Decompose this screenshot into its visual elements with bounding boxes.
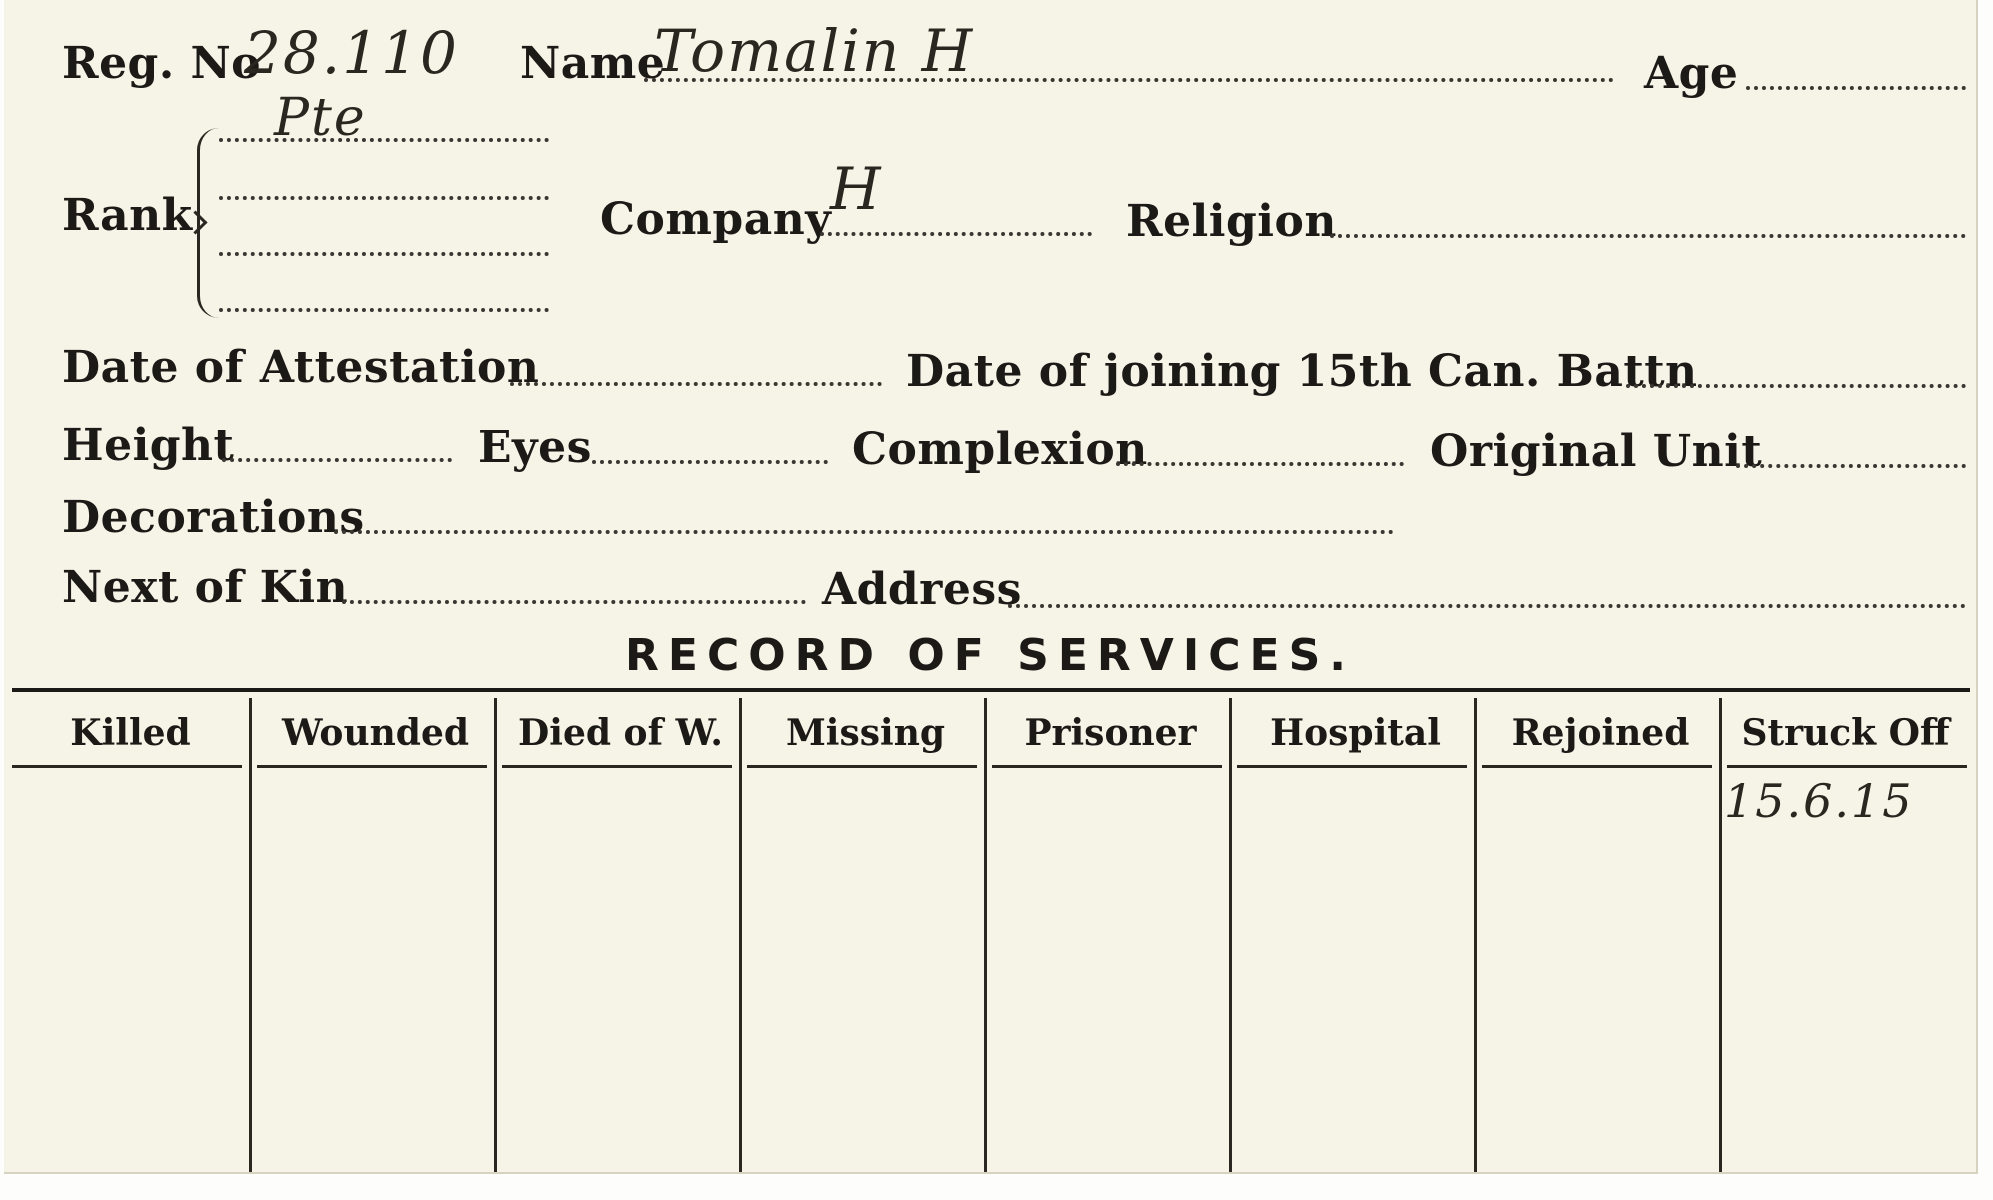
header-rule bbox=[1482, 765, 1712, 768]
struck-off-value: 15.6.15 bbox=[1724, 774, 1914, 828]
original-unit-label: Original Unit bbox=[1430, 426, 1763, 477]
column-divider bbox=[984, 698, 987, 1172]
joining-label: Date of joining 15th Can. Battn bbox=[906, 346, 1698, 397]
column-header-missing: Missing bbox=[785, 712, 946, 754]
column-divider bbox=[494, 698, 497, 1172]
column-divider bbox=[1474, 698, 1477, 1172]
reg-no-label: Reg. No bbox=[62, 38, 262, 89]
record-of-services-title: RECORD OF SERVICES. bbox=[625, 630, 1355, 681]
next-of-kin-label: Next of Kin bbox=[62, 562, 349, 613]
service-record-card bbox=[4, 0, 1978, 1174]
header-rule bbox=[502, 765, 732, 768]
header-rule bbox=[12, 765, 242, 768]
rank-dotted-line-1 bbox=[219, 138, 549, 142]
column-divider bbox=[739, 698, 742, 1172]
header-rule bbox=[992, 765, 1222, 768]
header-rule bbox=[1727, 765, 1967, 768]
age-dotted-line bbox=[1746, 86, 1966, 90]
name-label: Name bbox=[520, 38, 666, 89]
complexion-dotted-line bbox=[1116, 462, 1404, 466]
column-header-struck-off: Struck Off bbox=[1741, 712, 1950, 754]
rank-dotted-line-2 bbox=[219, 196, 549, 200]
religion-dotted-line bbox=[1330, 234, 1966, 238]
reg-no-value: 28.110 bbox=[244, 19, 459, 87]
record-top-rule bbox=[12, 688, 1970, 692]
decorations-label: Decorations bbox=[62, 492, 365, 543]
next-of-kin-dotted-line bbox=[342, 600, 806, 604]
column-header-rejoined: Rejoined bbox=[1511, 712, 1690, 754]
company-label: Company bbox=[600, 194, 832, 245]
decorations-dotted-line bbox=[334, 530, 1394, 534]
column-header-died-of-wounds: Died of W. bbox=[518, 712, 723, 754]
header-rule bbox=[1237, 765, 1467, 768]
joining-dotted-line bbox=[1626, 384, 1966, 388]
height-dotted-line bbox=[222, 458, 452, 462]
attestation-label: Date of Attestation bbox=[62, 342, 540, 393]
rank-dotted-line-3 bbox=[219, 252, 549, 256]
height-label: Height bbox=[62, 420, 235, 471]
company-value: H bbox=[830, 155, 883, 223]
eyes-label: Eyes bbox=[478, 422, 592, 473]
company-dotted-line bbox=[820, 232, 1092, 236]
header-rule bbox=[257, 765, 487, 768]
rank-label: Rank bbox=[62, 190, 193, 241]
column-divider bbox=[1719, 698, 1722, 1172]
rank-dotted-line-4 bbox=[219, 308, 549, 312]
column-header-killed: Killed bbox=[70, 712, 191, 754]
column-header-prisoner: Prisoner bbox=[1024, 712, 1197, 754]
header-rule bbox=[747, 765, 977, 768]
complexion-label: Complexion bbox=[852, 424, 1148, 475]
column-divider bbox=[249, 698, 252, 1172]
name-value: Tomalin H bbox=[654, 17, 975, 85]
rank-value: Pte bbox=[274, 88, 367, 148]
religion-label: Religion bbox=[1126, 196, 1337, 247]
column-header-wounded: Wounded bbox=[281, 712, 470, 754]
age-label: Age bbox=[1644, 48, 1739, 99]
name-dotted-line bbox=[644, 78, 1614, 82]
address-dotted-line bbox=[1008, 604, 1966, 608]
eyes-dotted-line bbox=[592, 460, 828, 464]
column-header-hospital: Hospital bbox=[1270, 712, 1441, 754]
attestation-dotted-line bbox=[510, 382, 882, 386]
column-divider bbox=[1229, 698, 1232, 1172]
original-unit-dotted-line bbox=[1736, 464, 1966, 468]
address-label: Address bbox=[822, 564, 1022, 615]
